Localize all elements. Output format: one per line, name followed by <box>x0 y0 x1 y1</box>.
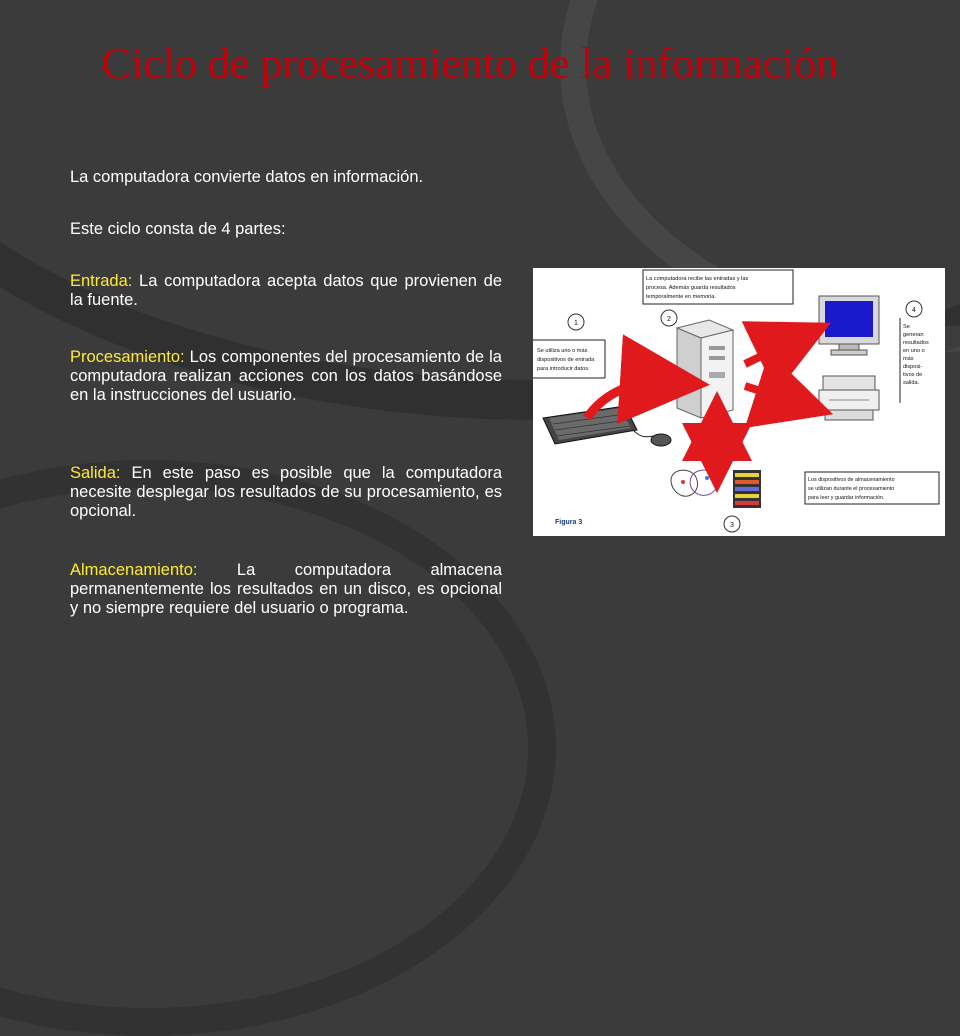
storage-note <box>805 472 939 504</box>
step-number-3 <box>724 516 740 532</box>
svg-text:3: 3 <box>730 522 734 529</box>
slide-title: Ciclo de procesamiento de la información <box>101 39 839 88</box>
stage-entrada <box>70 272 502 310</box>
note-line: La computadora recibe las entradas y las <box>646 276 749 282</box>
stage-text: La computadora acepta datos que provienen de la fuente. <box>70 272 502 309</box>
cycle-diagram <box>533 268 945 536</box>
note-line: para introducir datos. <box>537 366 590 372</box>
figure-caption: Figura 3 <box>555 519 583 526</box>
output-note <box>900 318 929 403</box>
svg-text:4: 4 <box>912 307 916 314</box>
note-line: procesa. Además guarda resultados <box>646 285 736 291</box>
monitor-icon <box>819 296 879 355</box>
svg-text:2: 2 <box>667 316 671 323</box>
note-line: tivos de <box>903 372 923 378</box>
svg-text:1: 1 <box>574 320 578 327</box>
step-number-1 <box>568 314 584 330</box>
printer-icon <box>819 376 879 420</box>
note-line: salida. <box>903 380 920 386</box>
note-line: generan <box>903 332 924 338</box>
note-line: dispositivos de entrada <box>537 357 595 363</box>
note-line: Se <box>903 324 910 330</box>
note-line: se utilizan durante el procesamiento <box>808 486 895 492</box>
stage-salida <box>70 464 502 521</box>
stage-text: En este paso es posible que la computadora necesite desplegar los resultados de su procesamiento, es opcional. <box>70 464 502 520</box>
process-note <box>643 270 793 304</box>
computer-tower-icon <box>677 320 733 418</box>
arrow-process-to-printer <box>745 386 795 402</box>
stage-text: La computadora almacena permanentemente los resultados en un disco, es opcional y no siempre requiere del usuario o programa. <box>70 561 502 617</box>
note-line: Se utiliza uno o más <box>537 348 588 354</box>
step-number-2 <box>661 310 677 326</box>
stage-term: Entrada: <box>70 272 133 290</box>
stage-almacenamiento <box>70 561 502 618</box>
input-note <box>533 340 605 378</box>
intro-line: La computadora convierte datos en información. <box>70 168 424 186</box>
stage-term: Procesamiento: <box>70 348 185 366</box>
storage-media-icon <box>733 470 761 508</box>
note-line: para leer y guardar información. <box>808 495 885 501</box>
stage-term: Almacenamiento: <box>70 561 198 579</box>
note-line: Los dispositivos de almacenamiento <box>808 477 895 483</box>
intro-line: Este ciclo consta de 4 partes: <box>70 220 286 238</box>
note-line: resultados <box>903 340 929 346</box>
processing-cycle-figure <box>533 268 945 536</box>
stage-procesamiento <box>70 348 502 405</box>
arrow-process-to-output <box>745 340 795 364</box>
background-arc <box>0 460 556 1036</box>
note-line: temporalmente en memoria. <box>646 294 716 300</box>
note-line: disposi- <box>903 364 923 370</box>
mouse-icon <box>633 430 671 446</box>
stage-term: Salida: <box>70 464 121 482</box>
tape-icon <box>671 470 718 496</box>
note-line: más <box>903 356 914 362</box>
note-line: en uno o <box>903 348 925 354</box>
step-number-4 <box>906 301 922 317</box>
stage-text: Los componentes del procesamiento de la computadora realizan acciones con los datos basándose en la instrucciones del usuario. <box>70 348 502 404</box>
